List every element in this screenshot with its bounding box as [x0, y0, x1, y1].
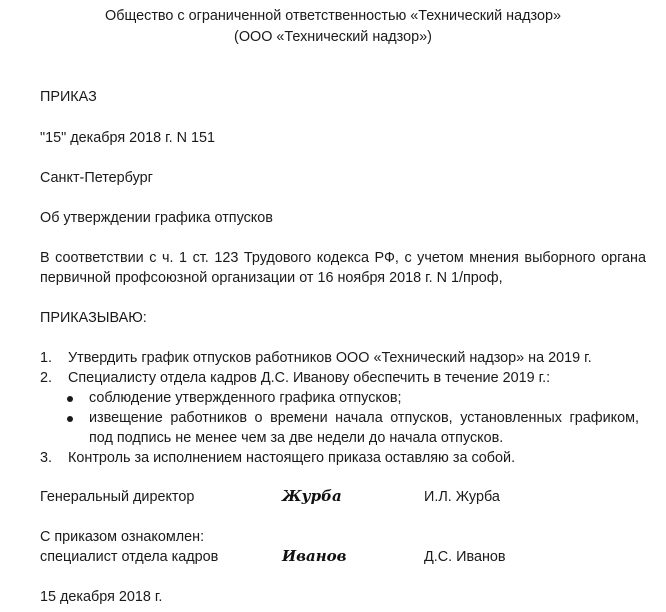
order-word: ПРИКАЗЫВАЮ: — [40, 310, 147, 326]
list-item-text: Утвердить график отпусков работников ООО «Технический надзор» на 2019 г. — [68, 350, 592, 366]
preamble-line: первичной профсоюзной организации от 16 ноября 2018 г. N 1/проф, — [40, 270, 503, 286]
document-type: ПРИКАЗ — [40, 89, 97, 105]
specialist-title: специалист отдела кадров — [40, 549, 219, 565]
sub-item-text: соблюдение утвержденного графика отпусков; — [89, 390, 402, 406]
specialist-signature: Иванов — [282, 547, 347, 565]
document-date-number: "15" декабря 2018 г. N 151 — [40, 130, 216, 146]
bullet-icon — [67, 396, 73, 402]
document-city: Санкт-Петербург — [40, 170, 153, 186]
director-name: И.Л. Журба — [424, 489, 500, 505]
director-signature: Журба — [282, 487, 342, 505]
organization-short-name: (ООО «Технический надзор») — [234, 29, 432, 45]
preamble-line: В соответствии с ч. 1 ст. 123 Трудового кодекса РФ, с учетом мнения выборного органа — [40, 250, 646, 266]
specialist-name: Д.С. Иванов — [424, 549, 506, 565]
list-item-text: Специалисту отдела кадров Д.С. Иванову обеспечить в течение 2019 г.: — [68, 370, 551, 386]
list-item-text: Контроль за исполнением настоящего приказа оставляю за собой. — [68, 450, 516, 466]
bullet-icon — [67, 416, 73, 422]
sub-item-text: извещение работников о времени начала отпусков, установленных графиком, — [89, 410, 639, 426]
director-title: Генеральный директор — [40, 489, 195, 505]
organization-full-name: Общество с ограниченной ответственностью «Технический надзор» — [105, 8, 561, 24]
document-subject: Об утверждении графика отпусков — [40, 210, 273, 226]
acknowledgement-date: 15 декабря 2018 г. — [40, 589, 163, 605]
acknowledgement-label: С приказом ознакомлен: — [40, 529, 205, 545]
list-item-number: 3. — [40, 450, 53, 466]
list-item-number: 2. — [40, 370, 53, 386]
sub-item-text-continuation: под подпись не менее чем за две недели до начала отпусков. — [89, 430, 504, 446]
list-item-number: 1. — [40, 350, 53, 366]
